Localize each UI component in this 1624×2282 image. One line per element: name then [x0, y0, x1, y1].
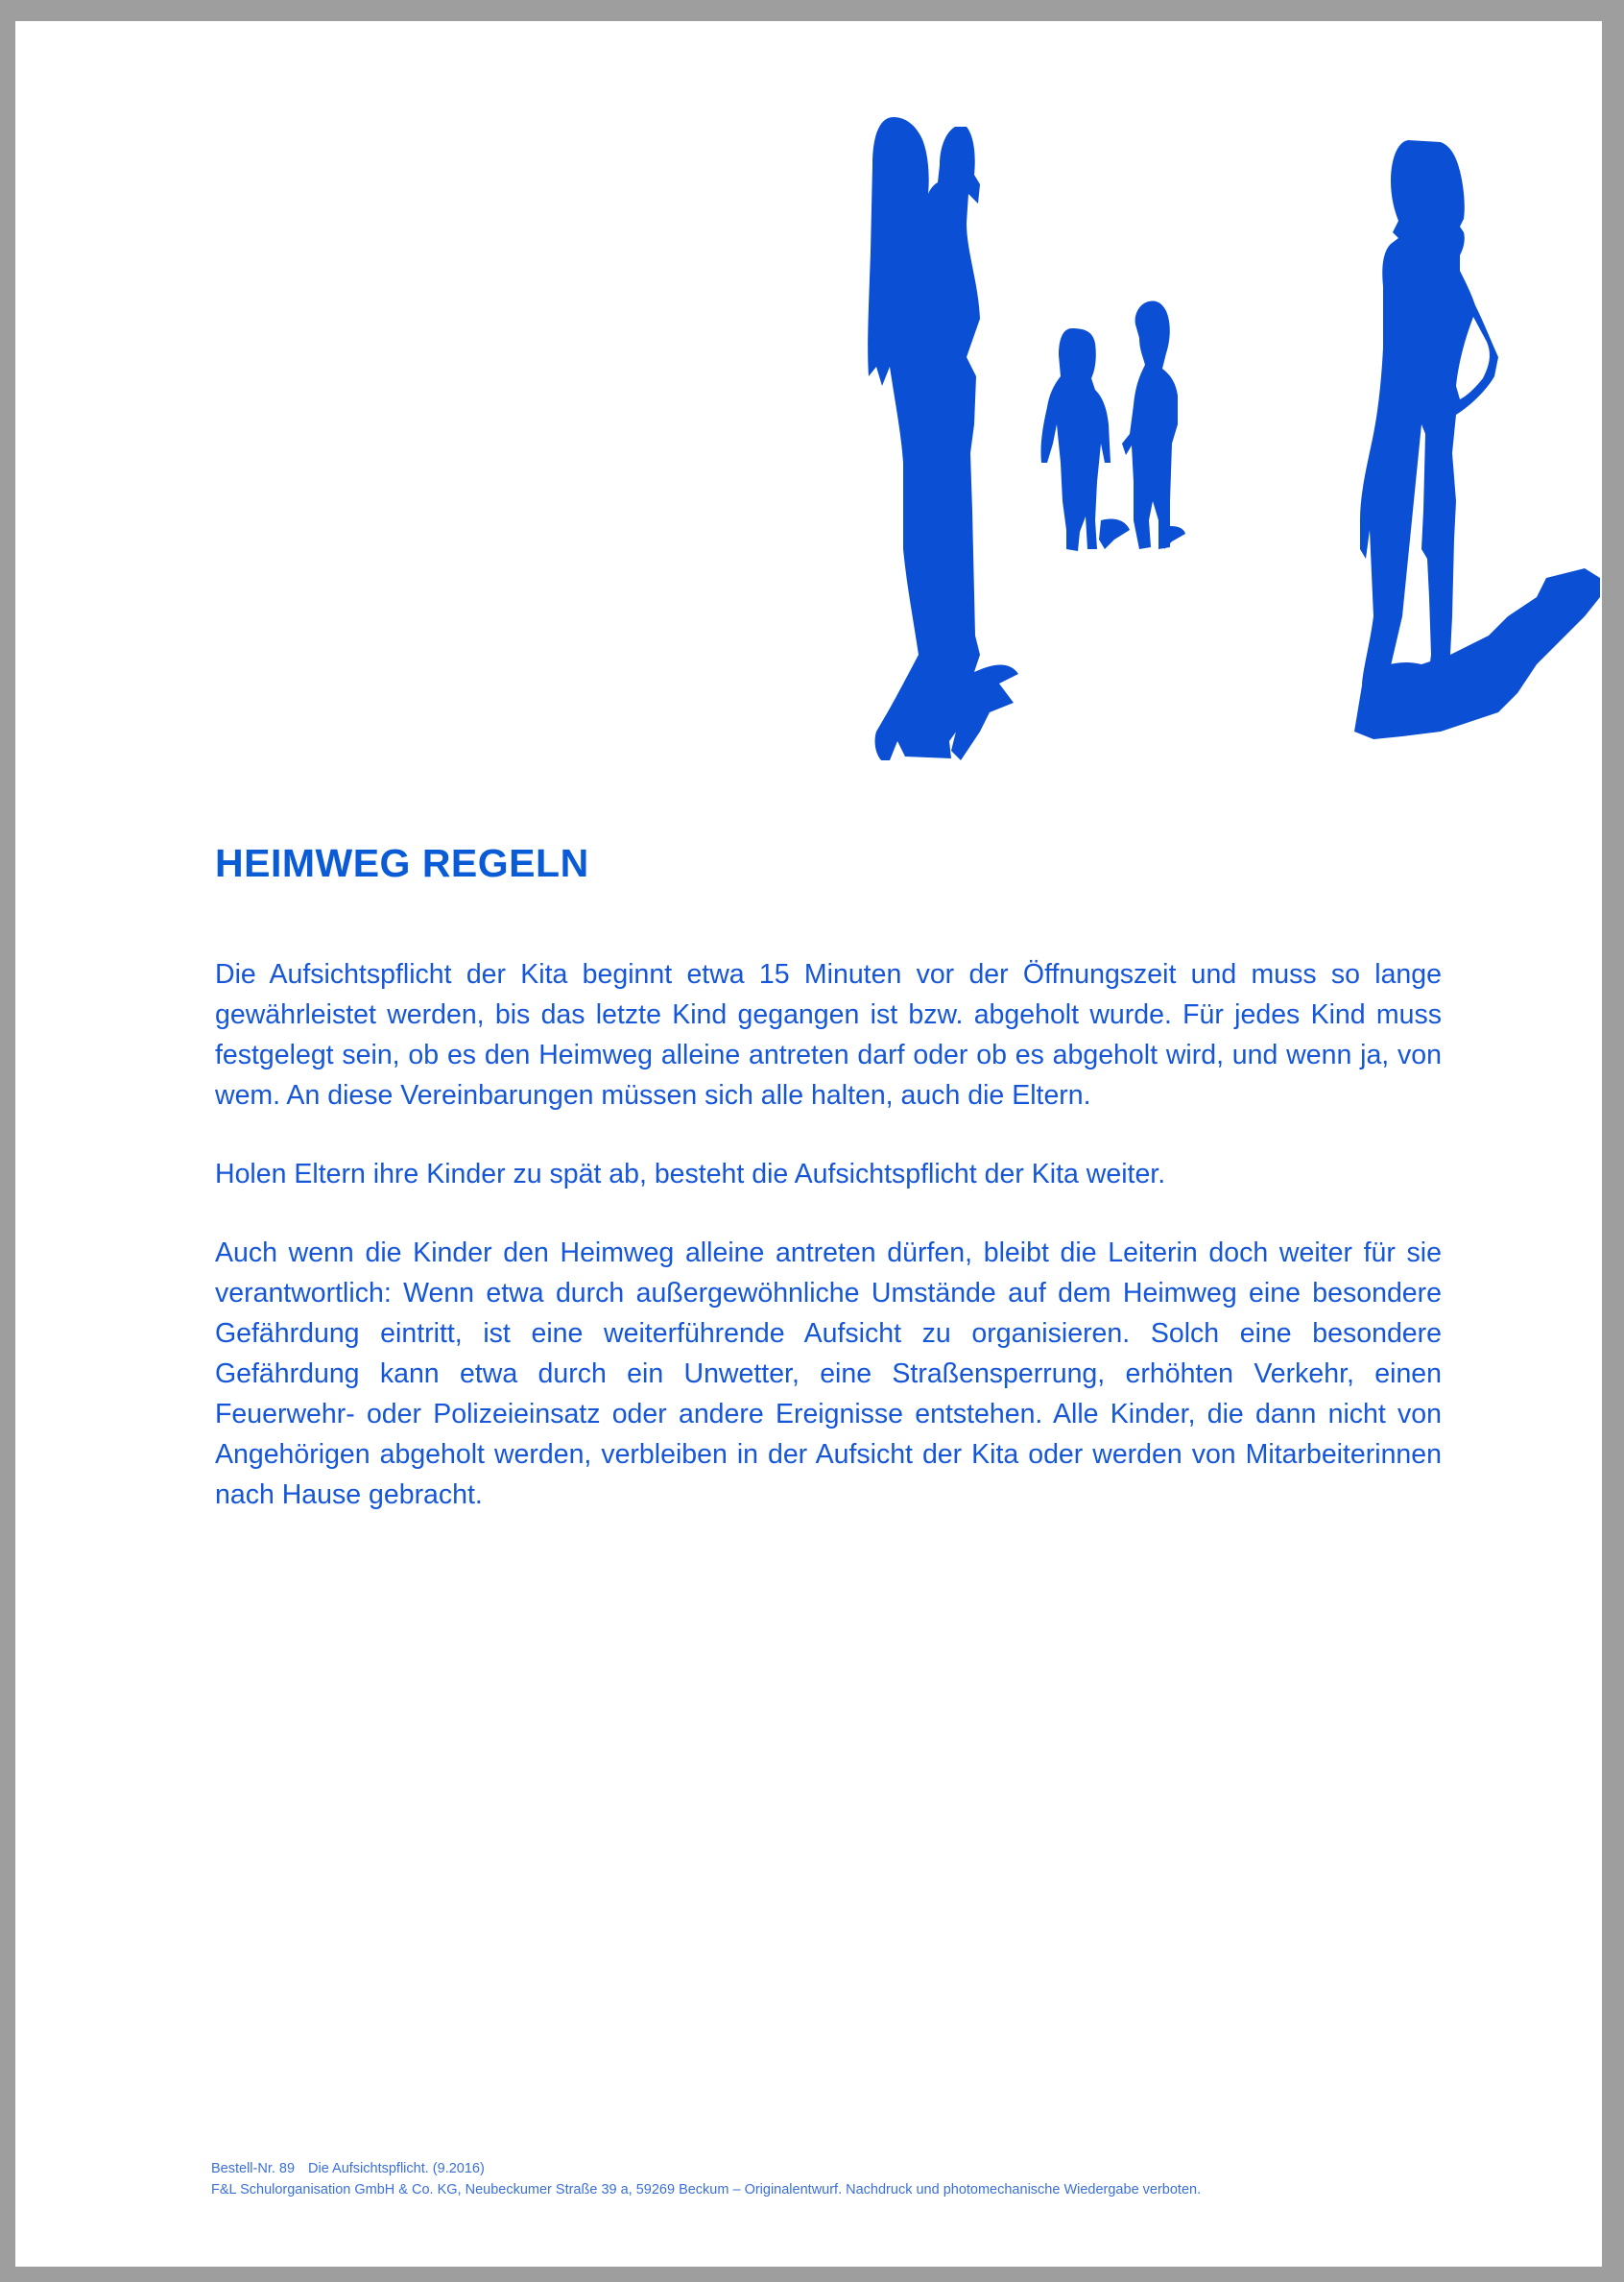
- mother-with-child-silhouette: [868, 117, 980, 760]
- small-child-silhouette: [1040, 328, 1111, 551]
- paragraph-walking-home-alone: Auch wenn die Kinder den Heimweg alleine antreten dürfen, bleibt die Leiterin doch weiter für sie verantwortlich: Wenn etwa durch außergewöhnliche Umstände auf dem Heimweg eine besondere Gefährdung eintritt, ist eine weiterführende Aufsicht zu organisieren. Solch eine besondere Gefährdung kann etwa durch ein Unwetter, eine Straßensperrung, erhöhten Verkehr, einen Feuerwehr- oder Polizeieinsatz oder andere Ereignisse entstehen. Alle Kinder, die dann nicht von Angehörigen abgeholt werden, verbleiben in der Aufsicht der Kita oder werden von Mitarbeiterinnen nach Hause gebracht.: [215, 1237, 1442, 1510]
- paragraph-late-pickup: Holen Eltern ihre Kinder zu spät ab, besteht die Aufsichtspflicht der Kita weiter.: [215, 1159, 1166, 1189]
- publication-name: Die Aufsichtspflicht. (9.2016): [308, 2161, 485, 2176]
- body-text: [215, 954, 1442, 1553]
- woman-silhouette: [1360, 140, 1498, 693]
- footer: [211, 2158, 1201, 2200]
- family-silhouette-illustration: [826, 98, 1602, 760]
- page-title: HEIMWEG REGELN: [215, 841, 589, 885]
- older-child-silhouette: [1122, 300, 1178, 549]
- footer-line-1: [211, 2158, 1201, 2179]
- document-page: [15, 21, 1602, 2267]
- order-number: Bestell-Nr. 89: [211, 2161, 296, 2176]
- publisher-line: F&L Schulorganisation GmbH & Co. KG, Neubeckumer Straße 39 a, 59269 Beckum – Originalentwurf. Nachdruck und photomechanische Wiedergabe verboten.: [211, 2182, 1202, 2198]
- paragraph-supervision-duration: Die Aufsichtspflicht der Kita beginnt etwa 15 Minuten vor der Öffnungszeit und muss so lange gewährleistet werden, bis das letzte Kind gegangen ist bzw. abgeholt wurde. Für jedes Kind muss festgelegt sein, ob es den Heimweg alleine antreten darf oder ob es abgeholt wird, und wenn ja, von wem. An diese Vereinbarungen müssen sich alle halten, auch die Eltern.: [215, 959, 1442, 1111]
